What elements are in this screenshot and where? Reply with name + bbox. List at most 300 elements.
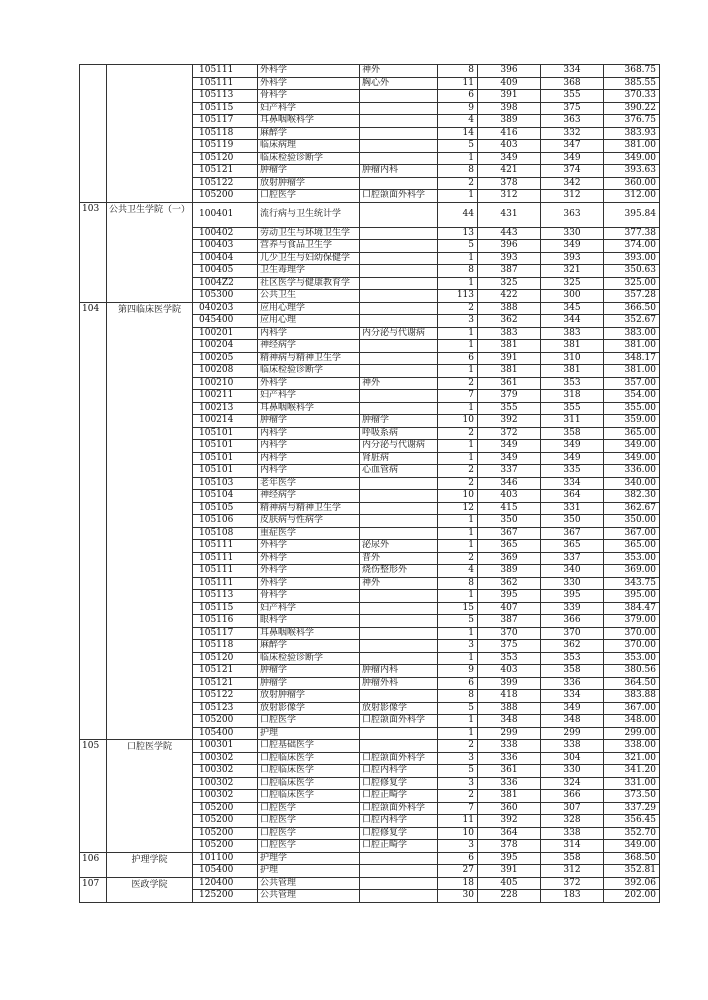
- table-row: [80, 740, 660, 753]
- admitted-count-cell: 113: [438, 290, 478, 303]
- score-table: [79, 64, 660, 903]
- avg-score-cell: 368.75: [604, 65, 660, 78]
- major-code-cell: 105400: [193, 727, 258, 740]
- research-direction-cell: [360, 340, 438, 353]
- school-name-cell: 第四临床医学院: [107, 302, 193, 740]
- admitted-count-cell: 2: [438, 465, 478, 478]
- avg-score-cell: 349.00: [604, 440, 660, 453]
- max-score-cell: 391: [478, 352, 541, 365]
- major-name-cell: 肿瘤学: [258, 165, 360, 178]
- research-direction-cell: 肾脏病: [360, 452, 438, 465]
- score-table-body: [80, 65, 660, 903]
- avg-score-cell: 370.00: [604, 627, 660, 640]
- major-code-cell: 105111: [193, 552, 258, 565]
- major-name-cell: 社区医学与健康教育学: [258, 277, 360, 290]
- major-name-cell: 外科学: [258, 65, 360, 78]
- major-code-cell: 105111: [193, 565, 258, 578]
- major-name-cell: 放射肿瘤学: [258, 690, 360, 703]
- max-score-cell: 409: [478, 77, 541, 90]
- max-score-cell: 389: [478, 565, 541, 578]
- avg-score-cell: 365.00: [604, 540, 660, 553]
- min-score-cell: 345: [541, 302, 604, 315]
- major-code-cell: 105200: [193, 827, 258, 840]
- max-score-cell: 389: [478, 115, 541, 128]
- max-score-cell: 299: [478, 727, 541, 740]
- research-direction-cell: 放射影像学: [360, 702, 438, 715]
- major-code-cell: 100302: [193, 765, 258, 778]
- avg-score-cell: 392.06: [604, 877, 660, 890]
- admitted-count-cell: 1: [438, 452, 478, 465]
- research-direction-cell: 肿瘤内科: [360, 665, 438, 678]
- min-score-cell: 335: [541, 465, 604, 478]
- admitted-count-cell: 2: [438, 302, 478, 315]
- avg-score-cell: 385.55: [604, 77, 660, 90]
- avg-score-cell: 366.50: [604, 302, 660, 315]
- min-score-cell: 311: [541, 415, 604, 428]
- avg-score-cell: 355.00: [604, 402, 660, 415]
- admitted-count-cell: 1: [438, 152, 478, 165]
- major-name-cell: 外科学: [258, 552, 360, 565]
- max-score-cell: 348: [478, 715, 541, 728]
- max-score-cell: 378: [478, 177, 541, 190]
- major-name-cell: 口腔临床医学: [258, 790, 360, 803]
- avg-score-cell: 299.00: [604, 727, 660, 740]
- major-code-cell: 100213: [193, 402, 258, 415]
- research-direction-cell: 普外: [360, 552, 438, 565]
- max-score-cell: 396: [478, 65, 541, 78]
- min-score-cell: 374: [541, 165, 604, 178]
- research-direction-cell: [360, 302, 438, 315]
- school-id-cell: 105: [80, 740, 107, 853]
- admitted-count-cell: 11: [438, 77, 478, 90]
- max-score-cell: 364: [478, 827, 541, 840]
- avg-score-cell: 354.00: [604, 390, 660, 403]
- avg-score-cell: 381.00: [604, 140, 660, 153]
- major-name-cell: 放射影像学: [258, 702, 360, 715]
- major-code-cell: 105111: [193, 577, 258, 590]
- avg-score-cell: 352.67: [604, 315, 660, 328]
- major-code-cell: 040203: [193, 302, 258, 315]
- min-score-cell: 325: [541, 277, 604, 290]
- min-score-cell: 332: [541, 127, 604, 140]
- major-code-cell: 105101: [193, 427, 258, 440]
- major-name-cell: 耳鼻咽喉科学: [258, 402, 360, 415]
- major-code-cell: 105200: [193, 190, 258, 203]
- max-score-cell: 403: [478, 490, 541, 503]
- research-direction-cell: 肿瘤外科: [360, 677, 438, 690]
- school-id-cell: 106: [80, 852, 107, 877]
- min-score-cell: 338: [541, 740, 604, 753]
- admitted-count-cell: 4: [438, 115, 478, 128]
- research-direction-cell: 肿瘤学: [360, 415, 438, 428]
- min-score-cell: 310: [541, 352, 604, 365]
- avg-score-cell: 350.63: [604, 265, 660, 278]
- major-name-cell: 骨科学: [258, 590, 360, 603]
- major-code-cell: 105300: [193, 290, 258, 303]
- major-code-cell: 105116: [193, 615, 258, 628]
- admitted-count-cell: 1: [438, 590, 478, 603]
- major-name-cell: 口腔基础医学: [258, 740, 360, 753]
- research-direction-cell: [360, 865, 438, 878]
- max-score-cell: 431: [478, 202, 541, 227]
- research-direction-cell: 口腔内科学: [360, 815, 438, 828]
- major-code-cell: 100402: [193, 227, 258, 240]
- max-score-cell: 403: [478, 140, 541, 153]
- major-name-cell: 口腔医学: [258, 815, 360, 828]
- min-score-cell: 355: [541, 90, 604, 103]
- major-name-cell: 神经病学: [258, 340, 360, 353]
- admitted-count-cell: 11: [438, 815, 478, 828]
- research-direction-cell: [360, 640, 438, 653]
- min-score-cell: 330: [541, 227, 604, 240]
- major-name-cell: 儿少卫生与妇幼保健学: [258, 252, 360, 265]
- avg-score-cell: 352.70: [604, 827, 660, 840]
- min-score-cell: 375: [541, 102, 604, 115]
- max-score-cell: 388: [478, 702, 541, 715]
- avg-score-cell: 340.00: [604, 477, 660, 490]
- avg-score-cell: 369.00: [604, 565, 660, 578]
- admitted-count-cell: 12: [438, 502, 478, 515]
- school-name-cell: 公共卫生学院（一）: [107, 202, 193, 302]
- avg-score-cell: 379.00: [604, 615, 660, 628]
- major-code-cell: 105123: [193, 702, 258, 715]
- avg-score-cell: 374.00: [604, 240, 660, 253]
- avg-score-cell: 325.00: [604, 277, 660, 290]
- min-score-cell: 381: [541, 365, 604, 378]
- major-code-cell: 101100: [193, 852, 258, 865]
- min-score-cell: 362: [541, 640, 604, 653]
- major-code-cell: 100204: [193, 340, 258, 353]
- admitted-count-cell: 30: [438, 890, 478, 903]
- major-name-cell: 口腔临床医学: [258, 752, 360, 765]
- admitted-count-cell: 9: [438, 665, 478, 678]
- min-score-cell: 367: [541, 527, 604, 540]
- avg-score-cell: 393.63: [604, 165, 660, 178]
- major-code-cell: 100210: [193, 377, 258, 390]
- min-score-cell: 381: [541, 340, 604, 353]
- avg-score-cell: 367.00: [604, 527, 660, 540]
- admitted-count-cell: 1: [438, 340, 478, 353]
- avg-score-cell: 360.00: [604, 177, 660, 190]
- research-direction-cell: 神外: [360, 65, 438, 78]
- admitted-count-cell: 18: [438, 877, 478, 890]
- major-code-cell: 045400: [193, 315, 258, 328]
- research-direction-cell: [360, 277, 438, 290]
- max-score-cell: 336: [478, 752, 541, 765]
- admitted-count-cell: 1: [438, 715, 478, 728]
- major-code-cell: 105106: [193, 515, 258, 528]
- major-code-cell: 105122: [193, 177, 258, 190]
- min-score-cell: 349: [541, 152, 604, 165]
- major-code-cell: 105104: [193, 490, 258, 503]
- major-name-cell: 神经病学: [258, 490, 360, 503]
- max-score-cell: 375: [478, 640, 541, 653]
- major-name-cell: 重症医学: [258, 527, 360, 540]
- research-direction-cell: 心血管病: [360, 465, 438, 478]
- major-name-cell: 临床病理: [258, 140, 360, 153]
- research-direction-cell: [360, 527, 438, 540]
- avg-score-cell: 362.67: [604, 502, 660, 515]
- admitted-count-cell: 8: [438, 265, 478, 278]
- min-score-cell: 330: [541, 577, 604, 590]
- major-code-cell: 105121: [193, 677, 258, 690]
- admitted-count-cell: 2: [438, 552, 478, 565]
- admitted-count-cell: 5: [438, 240, 478, 253]
- table-row: [80, 202, 660, 227]
- school-id-cell: 104: [80, 302, 107, 740]
- major-name-cell: 护理学: [258, 852, 360, 865]
- avg-score-cell: 352.81: [604, 865, 660, 878]
- major-code-cell: 105111: [193, 65, 258, 78]
- avg-score-cell: 312.00: [604, 190, 660, 203]
- max-score-cell: 392: [478, 815, 541, 828]
- major-name-cell: 内科学: [258, 327, 360, 340]
- admitted-count-cell: 10: [438, 415, 478, 428]
- major-code-cell: 105121: [193, 665, 258, 678]
- admitted-count-cell: 1: [438, 652, 478, 665]
- max-score-cell: 443: [478, 227, 541, 240]
- max-score-cell: 391: [478, 90, 541, 103]
- research-direction-cell: [360, 502, 438, 515]
- major-code-cell: 105118: [193, 127, 258, 140]
- min-score-cell: 300: [541, 290, 604, 303]
- avg-score-cell: 357.28: [604, 290, 660, 303]
- major-code-cell: 100404: [193, 252, 258, 265]
- major-code-cell: 105113: [193, 90, 258, 103]
- major-name-cell: 劳动卫生与环境卫生学: [258, 227, 360, 240]
- max-score-cell: 349: [478, 440, 541, 453]
- research-direction-cell: [360, 627, 438, 640]
- research-direction-cell: [360, 877, 438, 890]
- admitted-count-cell: 1: [438, 190, 478, 203]
- min-score-cell: 340: [541, 565, 604, 578]
- max-score-cell: 362: [478, 577, 541, 590]
- admitted-count-cell: 8: [438, 577, 478, 590]
- admitted-count-cell: 1: [438, 527, 478, 540]
- min-score-cell: 366: [541, 615, 604, 628]
- avg-score-cell: 370.00: [604, 640, 660, 653]
- table-row: [80, 852, 660, 865]
- major-code-cell: 105400: [193, 865, 258, 878]
- major-name-cell: 精神病与精神卫生学: [258, 502, 360, 515]
- major-name-cell: 眼科学: [258, 615, 360, 628]
- avg-score-cell: 383.00: [604, 327, 660, 340]
- major-name-cell: 内科学: [258, 440, 360, 453]
- avg-score-cell: 393.00: [604, 252, 660, 265]
- major-name-cell: 外科学: [258, 540, 360, 553]
- major-name-cell: 公共管理: [258, 877, 360, 890]
- min-score-cell: 314: [541, 840, 604, 853]
- research-direction-cell: [360, 390, 438, 403]
- research-direction-cell: 口腔颌面外科学: [360, 190, 438, 203]
- table-row: [80, 877, 660, 890]
- major-code-cell: 1004Z2: [193, 277, 258, 290]
- max-score-cell: 336: [478, 777, 541, 790]
- max-score-cell: 349: [478, 452, 541, 465]
- research-direction-cell: 烧伤整形外: [360, 565, 438, 578]
- major-name-cell: 妇产科学: [258, 602, 360, 615]
- max-score-cell: 415: [478, 502, 541, 515]
- major-code-cell: 105115: [193, 102, 258, 115]
- research-direction-cell: 口腔修复学: [360, 827, 438, 840]
- min-score-cell: 347: [541, 140, 604, 153]
- max-score-cell: 372: [478, 427, 541, 440]
- major-name-cell: 肿瘤学: [258, 677, 360, 690]
- min-score-cell: 365: [541, 540, 604, 553]
- max-score-cell: 349: [478, 152, 541, 165]
- avg-score-cell: 348.00: [604, 715, 660, 728]
- major-code-cell: 105120: [193, 652, 258, 665]
- min-score-cell: 321: [541, 265, 604, 278]
- major-code-cell: 105115: [193, 602, 258, 615]
- admitted-count-cell: 1: [438, 402, 478, 415]
- admitted-count-cell: 1: [438, 365, 478, 378]
- avg-score-cell: 343.75: [604, 577, 660, 590]
- admitted-count-cell: 15: [438, 602, 478, 615]
- admitted-count-cell: 5: [438, 702, 478, 715]
- major-name-cell: 精神病与精神卫生学: [258, 352, 360, 365]
- avg-score-cell: 381.00: [604, 365, 660, 378]
- avg-score-cell: 383.88: [604, 690, 660, 703]
- research-direction-cell: [360, 727, 438, 740]
- major-code-cell: 105117: [193, 627, 258, 640]
- major-code-cell: 100205: [193, 352, 258, 365]
- max-score-cell: 407: [478, 602, 541, 615]
- min-score-cell: 353: [541, 652, 604, 665]
- major-name-cell: 麻醉学: [258, 640, 360, 653]
- major-name-cell: 应用心理: [258, 315, 360, 328]
- avg-score-cell: 383.93: [604, 127, 660, 140]
- avg-score-cell: 353.00: [604, 652, 660, 665]
- admitted-count-cell: 3: [438, 752, 478, 765]
- major-name-cell: 耳鼻咽喉科学: [258, 115, 360, 128]
- min-score-cell: 337: [541, 552, 604, 565]
- min-score-cell: 372: [541, 877, 604, 890]
- research-direction-cell: [360, 490, 438, 503]
- min-score-cell: 331: [541, 502, 604, 515]
- research-direction-cell: [360, 127, 438, 140]
- admitted-count-cell: 2: [438, 477, 478, 490]
- research-direction-cell: [360, 402, 438, 415]
- max-score-cell: 350: [478, 515, 541, 528]
- min-score-cell: 348: [541, 715, 604, 728]
- min-score-cell: 395: [541, 590, 604, 603]
- major-name-cell: 临床检验诊断学: [258, 152, 360, 165]
- admitted-count-cell: 1: [438, 327, 478, 340]
- max-score-cell: 365: [478, 540, 541, 553]
- major-name-cell: 外科学: [258, 565, 360, 578]
- major-name-cell: 口腔医学: [258, 840, 360, 853]
- research-direction-cell: [360, 227, 438, 240]
- research-direction-cell: 神外: [360, 377, 438, 390]
- admitted-count-cell: 1: [438, 627, 478, 640]
- school-name-cell: 口腔医学院: [107, 740, 193, 853]
- avg-score-cell: 382.30: [604, 490, 660, 503]
- admitted-count-cell: 6: [438, 677, 478, 690]
- max-score-cell: 367: [478, 527, 541, 540]
- min-score-cell: 299: [541, 727, 604, 740]
- major-name-cell: 公共管理: [258, 890, 360, 903]
- avg-score-cell: 380.56: [604, 665, 660, 678]
- major-name-cell: 应用心理学: [258, 302, 360, 315]
- research-direction-cell: [360, 515, 438, 528]
- min-score-cell: 307: [541, 802, 604, 815]
- research-direction-cell: 口腔颌面外科学: [360, 752, 438, 765]
- research-direction-cell: [360, 690, 438, 703]
- avg-score-cell: 364.50: [604, 677, 660, 690]
- major-code-cell: 105101: [193, 465, 258, 478]
- research-direction-cell: 内分泌与代谢病: [360, 327, 438, 340]
- admitted-count-cell: 1: [438, 277, 478, 290]
- research-direction-cell: [360, 115, 438, 128]
- major-name-cell: 肿瘤学: [258, 415, 360, 428]
- major-name-cell: 流行病与卫生统计学: [258, 202, 360, 227]
- admitted-count-cell: 5: [438, 765, 478, 778]
- min-score-cell: 353: [541, 377, 604, 390]
- research-direction-cell: [360, 590, 438, 603]
- major-name-cell: 公共卫生: [258, 290, 360, 303]
- max-score-cell: 422: [478, 290, 541, 303]
- school-name-cell: 医政学院: [107, 877, 193, 902]
- admitted-count-cell: 14: [438, 127, 478, 140]
- admitted-count-cell: 27: [438, 865, 478, 878]
- research-direction-cell: [360, 615, 438, 628]
- min-score-cell: 368: [541, 77, 604, 90]
- research-direction-cell: 泌尿外: [360, 540, 438, 553]
- table-row: [80, 302, 660, 315]
- major-code-cell: 105101: [193, 440, 258, 453]
- max-score-cell: 395: [478, 590, 541, 603]
- admitted-count-cell: 7: [438, 390, 478, 403]
- max-score-cell: 362: [478, 315, 541, 328]
- avg-score-cell: 395.84: [604, 202, 660, 227]
- min-score-cell: 330: [541, 765, 604, 778]
- major-name-cell: 口腔医学: [258, 802, 360, 815]
- min-score-cell: 338: [541, 827, 604, 840]
- avg-score-cell: 384.47: [604, 602, 660, 615]
- max-score-cell: 370: [478, 627, 541, 640]
- research-direction-cell: [360, 290, 438, 303]
- avg-score-cell: 395.00: [604, 590, 660, 603]
- major-name-cell: 外科学: [258, 577, 360, 590]
- max-score-cell: 338: [478, 740, 541, 753]
- research-direction-cell: 内分泌与代谢病: [360, 440, 438, 453]
- max-score-cell: 405: [478, 877, 541, 890]
- max-score-cell: 361: [478, 377, 541, 390]
- major-name-cell: 护理: [258, 727, 360, 740]
- research-direction-cell: [360, 477, 438, 490]
- max-score-cell: 378: [478, 840, 541, 853]
- research-direction-cell: [360, 252, 438, 265]
- major-name-cell: 内科学: [258, 427, 360, 440]
- max-score-cell: 396: [478, 240, 541, 253]
- max-score-cell: 388: [478, 302, 541, 315]
- admitted-count-cell: 3: [438, 315, 478, 328]
- max-score-cell: 346: [478, 477, 541, 490]
- admitted-count-cell: 10: [438, 490, 478, 503]
- max-score-cell: 398: [478, 102, 541, 115]
- max-score-cell: 379: [478, 390, 541, 403]
- research-direction-cell: 口腔正畸学: [360, 840, 438, 853]
- major-name-cell: 耳鼻咽喉科学: [258, 627, 360, 640]
- major-code-cell: 100301: [193, 740, 258, 753]
- max-score-cell: 381: [478, 790, 541, 803]
- min-score-cell: 358: [541, 427, 604, 440]
- major-name-cell: 口腔医学: [258, 190, 360, 203]
- avg-score-cell: 341.20: [604, 765, 660, 778]
- major-name-cell: 卫生毒理学: [258, 265, 360, 278]
- research-direction-cell: 口腔颌面外科学: [360, 802, 438, 815]
